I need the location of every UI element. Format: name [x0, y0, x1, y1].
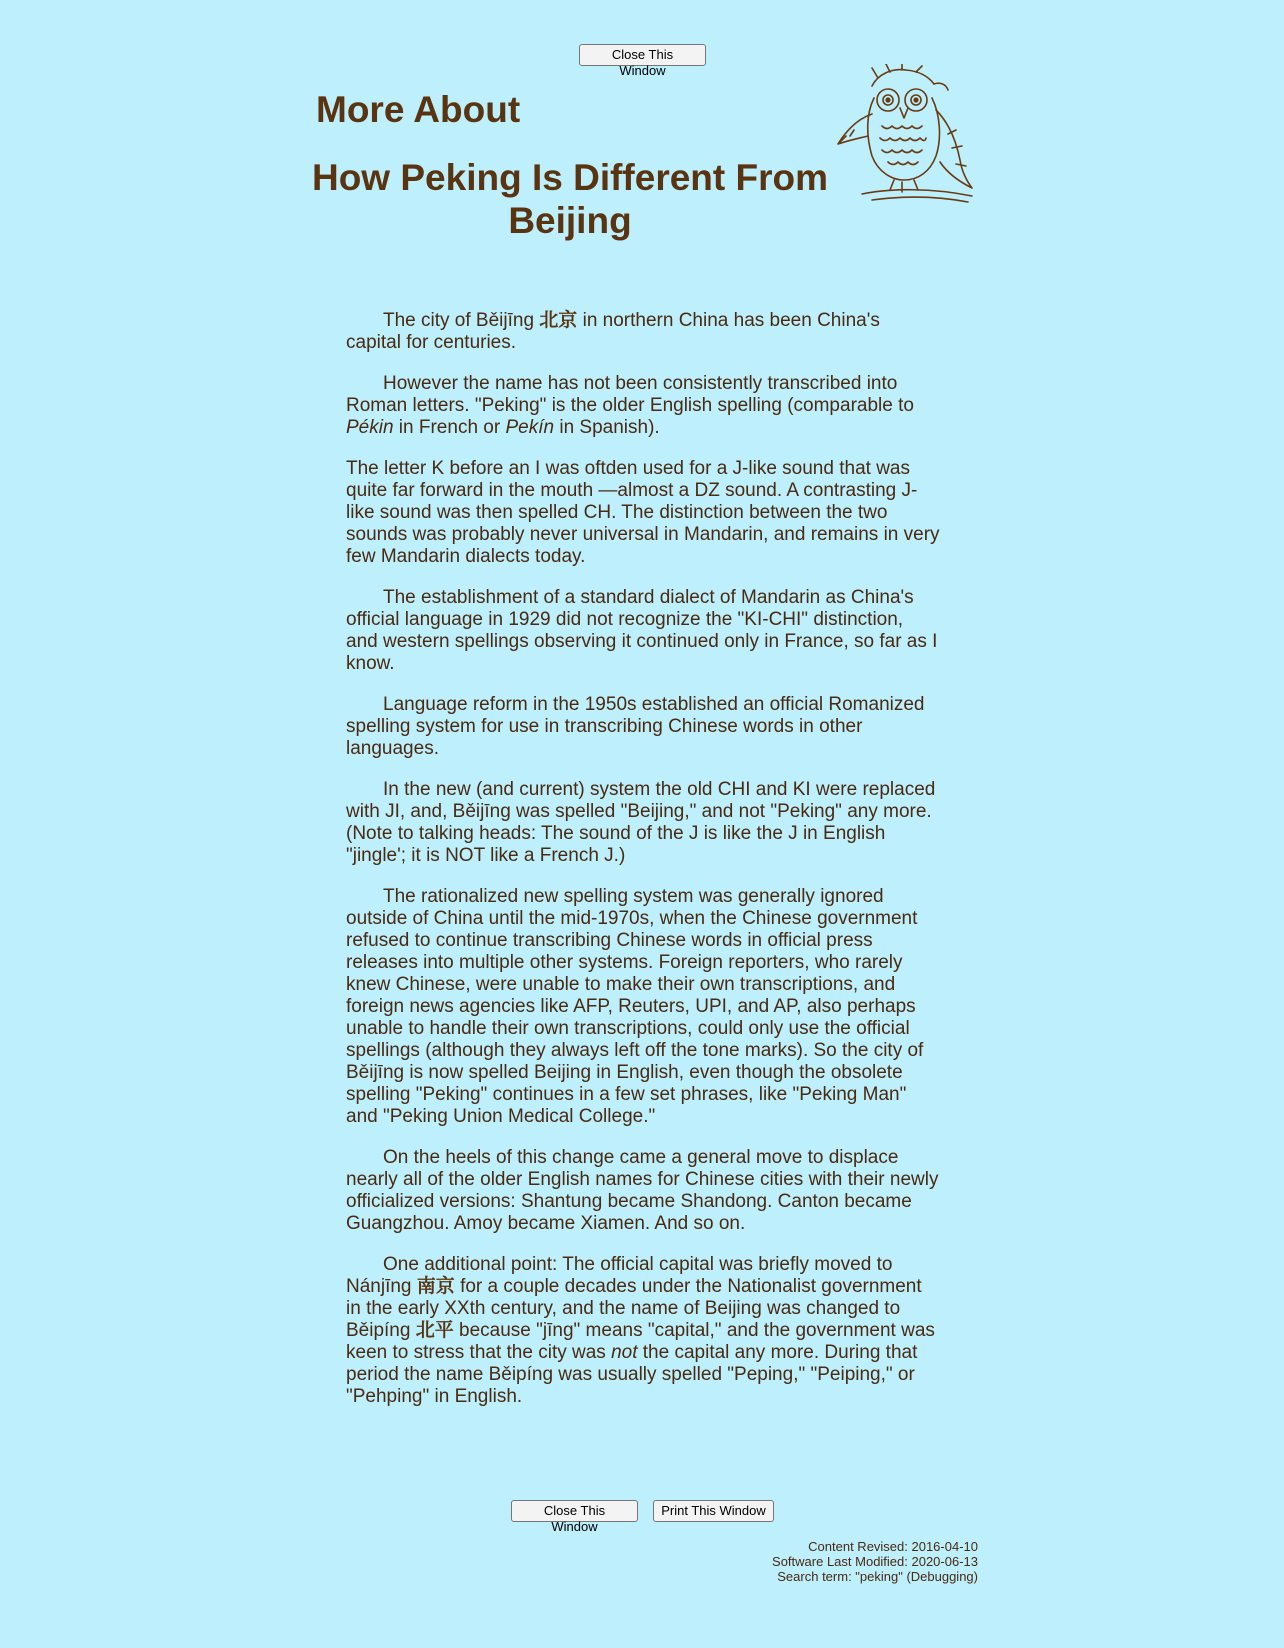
paragraph-8: On the heels of this change came a general move to displace nearly all of the older English names for Chinese cities with their newly officialized versions: Shantung became Shandong. Canton became Guangzhou. Amoy became Xiamen. And so on. [346, 1147, 939, 1234]
software-modified-date: Software Last Modified: 2020-06-13 [772, 1554, 978, 1569]
chinese-characters: 北平 [415, 1320, 454, 1341]
page-footer [772, 1539, 978, 1584]
search-term: Search term: "peking" (Debugging) [777, 1569, 978, 1584]
italic-word: Pékin [346, 417, 394, 438]
close-window-button-top[interactable]: Close This Window [579, 44, 706, 66]
article-body [346, 310, 940, 1427]
close-window-button-bottom[interactable]: Close This Window [511, 1500, 638, 1522]
italic-word: not [611, 1342, 638, 1363]
print-window-button[interactable]: Print This Window [653, 1500, 774, 1522]
owl-mascot-icon [832, 64, 978, 204]
page-subtitle: More About [316, 89, 521, 130]
paragraph-6: In the new (and current) system the old CHI and KI were replaced with JI, and, Běijīng was spelled "Beijing," and not "Peking" any more. (Note to talking heads: The sound of the J is like the J in English "jingle'; it is NOT like a French J.) [346, 779, 936, 866]
paragraph-3: The letter K before an I was oftden used for a J-like sound that was quite far forward in the mouth —almost a DZ sound. A contrasting J-like sound was then spelled CH. The distinction between the two sounds was probably never universal in Mandarin, and remains in very few Mandarin dialects today. [346, 458, 940, 567]
chinese-characters: 南京 [416, 1276, 455, 1297]
paragraph-4: The establishment of a standard dialect of Mandarin as China's official language in 1929 did not recognize the "KI-CHI" distinction, and western spellings observing it continued only in France, so far as I know. [346, 587, 938, 674]
paragraph-5: Language reform in the 1950s established an official Romanized spelling system for use in transcribing Chinese words in other languages. [346, 694, 925, 759]
content-revised-date: Content Revised: 2016-04-10 [808, 1539, 978, 1554]
italic-word: Pekín [505, 417, 555, 438]
paragraph-1: The city of Běijīng 北京 in northern China has been China's capital for centuries. [346, 310, 880, 353]
page-title: How Peking Is Different From Beijing [311, 157, 828, 241]
chinese-characters: 北京 [539, 310, 578, 331]
paragraph-9: One additional point: The official capital was briefly moved to Nánjīng 南京 for a couple decades under the Nationalist government in the early XXth century, and the name of Beijing was changed to Běipíng 北平 because "jīng" means "capital," and the government was keen to stress that the city was not the capital any more. During that period the name Běipíng was usually spelled "Peping," "Peiping," or "Pehping" in English. [346, 1254, 935, 1407]
bottom-button-bar [511, 1500, 774, 1534]
paragraph-2: However the name has not been consistently transcribed into Roman letters. "Peking" is the older English spelling (comparable to Pékin in French or Pekín in Spanish). [346, 373, 914, 438]
paragraph-7: The rationalized new spelling system was generally ignored outside of China until the mid-1970s, when the Chinese government refused to continue transcribing Chinese words in official press releases into multiple other systems. Foreign reporters, who rarely knew Chinese, were unable to make their own transcriptions, and foreign news agencies like AFP, Reuters, UPI, and AP, also perhaps unable to handle their own transcriptions, could only use the official spellings (although they always left off the tone marks). So the city of Běijīng is now spelled Beijing in English, even though the obsolete spelling "Peking" continues in a few set phrases, like "Peking Man" and "Peking Union Medical College." [346, 886, 924, 1127]
